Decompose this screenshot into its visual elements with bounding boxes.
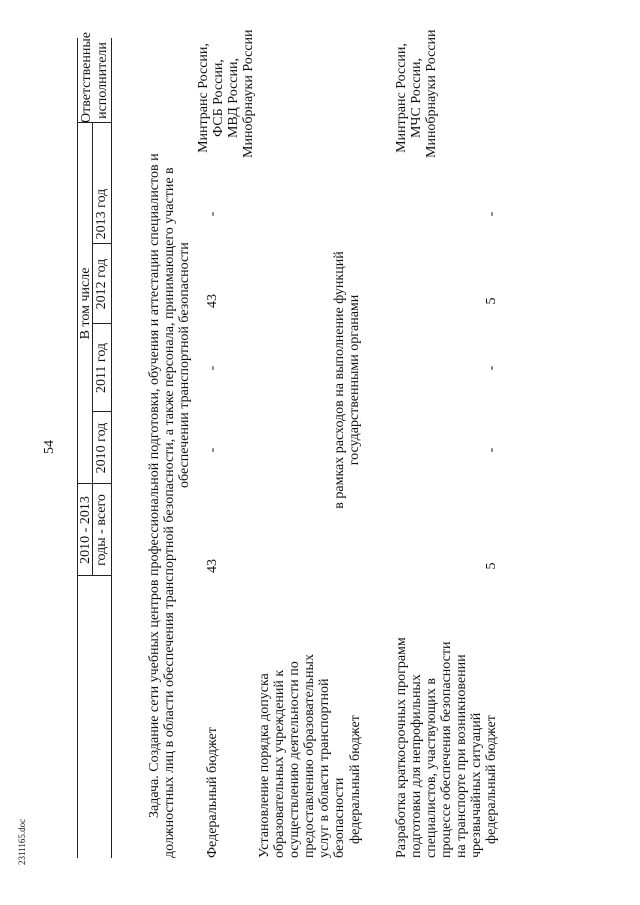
- row1-2013: -: [205, 211, 220, 217]
- row3-responsible-1: Минтранс России,: [394, 43, 409, 153]
- row3-2011: -: [484, 365, 499, 371]
- row2-note-2: государственными органами: [347, 294, 362, 466]
- row1-2011: -: [205, 365, 220, 371]
- row3-subtitle: федеральный бюджет: [484, 715, 499, 844]
- row1-responsible-4: Минобрнауки России: [241, 29, 256, 158]
- row3-title-6: чрезвычайных ситуаций: [469, 712, 484, 858]
- row2-note-1: в рамках расходов на выполнение функций: [332, 251, 347, 509]
- row1-responsible-1: Минтранс России,: [196, 43, 211, 153]
- row3-title-2: подготовки для непрофильных: [409, 674, 424, 858]
- header-year-2010: 2010 год: [94, 422, 109, 474]
- header-responsible: Ответственные: [79, 32, 94, 123]
- row3-responsible-3: Минобрнауки России: [424, 29, 439, 158]
- row3-2013: -: [484, 211, 499, 217]
- row1-total: 43: [205, 559, 220, 573]
- row3-total: 5: [484, 562, 499, 570]
- header-bottom-rule: [111, 38, 112, 858]
- row2-title-2: образовательных учреждений к: [272, 669, 287, 858]
- row2-title-5: услуг в области транспортной: [317, 678, 332, 858]
- header-year-2011: 2011 год: [94, 342, 109, 394]
- rotated-table-page: [68, 29, 620, 858]
- header-period-total-sub: годы - всего: [94, 494, 109, 566]
- row2-title-1: Установление порядка допуска: [257, 673, 272, 858]
- row1-responsible-3: МВД России,: [226, 58, 241, 139]
- row2-title-6: безопасности: [332, 777, 347, 858]
- row1-2010: -: [205, 447, 220, 453]
- row3-title-4: процессе обеспечения безопасности: [439, 641, 454, 858]
- row1-title: Федеральный бюджет: [205, 727, 220, 858]
- page-number: 54: [42, 440, 57, 454]
- row3-2010: -: [484, 447, 499, 453]
- header-responsible-sub: исполнители: [95, 42, 110, 119]
- row2-title-4: предоставлению образовательных: [302, 654, 317, 858]
- row3-title-1: Разработка краткосрочных программ: [394, 637, 409, 858]
- row3-title-3: специалистов, участвующих в: [424, 677, 439, 858]
- row2-title-3: осуществлению деятельности по: [287, 661, 302, 858]
- header-in-that: В том числе: [78, 267, 93, 340]
- row2-subtitle: федеральный бюджет: [348, 715, 363, 844]
- header-year-2013: 2013 год: [94, 188, 109, 240]
- footer-doc-id: 2311165.doc: [17, 818, 27, 865]
- task-heading-line3: обеспечении транспортной безопасности: [177, 242, 192, 488]
- task-heading-line2: должностных лиц в области обеспечения транспортной безопасности, а также персонала, принимающего участие в: [162, 167, 177, 858]
- header-period-total: 2010 - 2013: [78, 496, 93, 564]
- row3-2012: 5: [484, 297, 499, 305]
- row3-title-5: на транспорте при возникновении: [454, 654, 469, 858]
- row1-responsible-2: ФСБ России,: [211, 59, 226, 137]
- task-heading-line1: Задача. Создание сети учебных центров профессиональной подготовки, обучения и аттестации специалистов и: [147, 153, 162, 818]
- header-year-2012: 2012 год: [94, 258, 109, 310]
- row1-2012: 43: [205, 294, 220, 308]
- row3-responsible-2: МЧС России,: [409, 57, 424, 139]
